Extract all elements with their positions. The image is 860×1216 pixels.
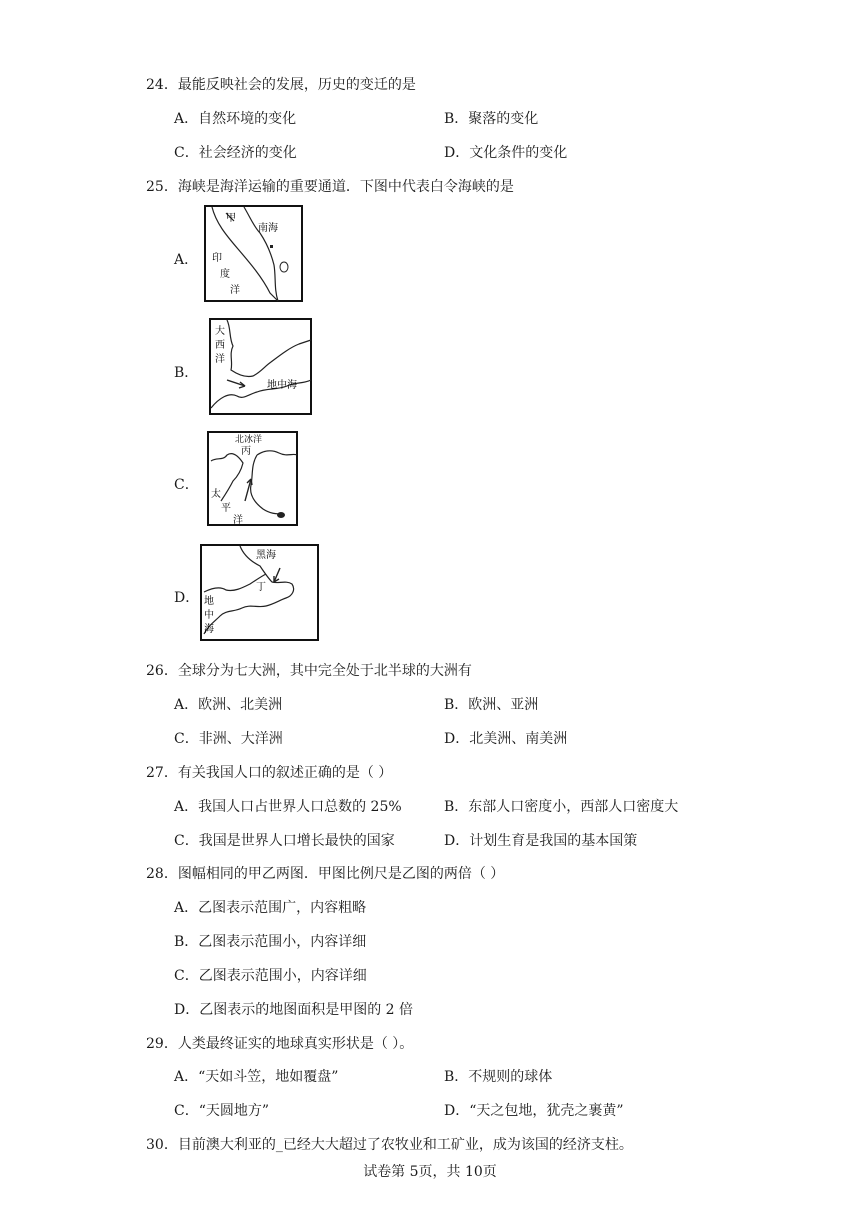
- q24-option-a: A．自然环境的变化: [174, 111, 297, 127]
- map-b-label-yang: 洋: [215, 354, 225, 365]
- map-c-label-ping: 平: [221, 503, 231, 514]
- map-c-label-bing: 丙: [241, 446, 251, 457]
- q29-option-b: B．不规则的球体: [444, 1069, 553, 1085]
- q25-option-c-label: C．: [174, 477, 199, 493]
- question-27-stem: 27．有关我国人口的叙述正确的是（ ）: [146, 765, 393, 781]
- q26-option-c: C．非洲、大洋洲: [174, 731, 283, 747]
- q25-option-b-label: B．: [174, 365, 199, 381]
- map-c-label-yang: 洋: [233, 515, 243, 526]
- q27-option-b: B．东部人口密度小，西部人口密度大: [444, 799, 679, 815]
- map-d-label-heihai: 黑海: [256, 550, 276, 561]
- question-24-stem: 24．最能反映社会的发展，历史的变迁的是: [146, 77, 416, 93]
- map-d-label-di: 地: [204, 596, 214, 607]
- map-d-label-hai: 海: [204, 624, 214, 635]
- q29-option-a: A．“天如斗笠，地如覆盘”: [174, 1069, 339, 1085]
- map-b-label-da: 大: [215, 326, 225, 337]
- question-29-stem: 29．人类最终证实的地球真实形状是（ ）。: [146, 1036, 414, 1052]
- q28-option-a: A．乙图表示范围广，内容粗略: [174, 900, 367, 916]
- question-26-stem: 26．全球分为七大洲，其中完全处于北半球的大洲有: [146, 663, 472, 679]
- q27-option-d: D．计划生育是我国的基本国策: [444, 833, 638, 849]
- map-c-label-tai: 太: [211, 489, 221, 500]
- map-b-label-dizhonghai: 地中海: [267, 380, 297, 391]
- q29-option-c: C．“天圆地方”: [174, 1103, 270, 1119]
- q27-option-a: A．我国人口占世界人口总数的 25%: [174, 799, 402, 815]
- q25-option-d-label: D．: [174, 590, 200, 606]
- strait-map-a: [204, 205, 304, 303]
- page-footer: 试卷第 5页，共 10页: [363, 1164, 497, 1180]
- q24-option-b: B．聚落的变化: [444, 111, 539, 127]
- q26-option-b: B．欧洲、亚洲: [444, 697, 539, 713]
- map-a-label-yang: 洋: [230, 285, 240, 296]
- question-28-stem: 28．图幅相同的甲乙两图．甲图比例尺是乙图的两倍（ ）: [146, 866, 505, 882]
- q28-option-b: B．乙图表示范围小，内容详细: [174, 934, 367, 950]
- q25-option-a-label: A．: [174, 252, 199, 268]
- q24-option-d: D．文化条件的变化: [444, 145, 568, 161]
- question-25-stem: 25．海峡是海洋运输的重要通道．下图中代表白令海峡的是: [146, 179, 514, 195]
- map-a-label-du: 度: [220, 269, 230, 280]
- map-d-label-zhong: 中: [204, 610, 214, 621]
- q28-option-d: D．乙图表示的地图面积是甲图的 2 倍: [174, 1002, 414, 1018]
- q24-option-c: C．社会经济的变化: [174, 145, 297, 161]
- q26-option-a: A．欧洲、北美洲: [174, 697, 283, 713]
- map-d-label-ding: 丁: [256, 582, 266, 593]
- map-c-label-beibingyang: 北冰洋: [235, 435, 263, 445]
- q26-option-d: D．北美洲、南美洲: [444, 731, 568, 747]
- map-a-label-nanhai: 南海: [258, 223, 278, 234]
- q29-option-d: D．“天之包地，犹壳之裹黄”: [444, 1103, 624, 1119]
- strait-map-c: [207, 431, 299, 527]
- q28-option-c: C．乙图表示范围小，内容详细: [174, 968, 367, 984]
- question-30-stem: 30．目前澳大利亚的_已经大大超过了农牧业和工矿业，成为该国的经济支柱。: [146, 1137, 633, 1153]
- q27-option-c: C．我国是世界人口增长最快的国家: [174, 833, 395, 849]
- map-a-label-jia: 甲: [226, 213, 236, 224]
- strait-map-b: [209, 318, 313, 416]
- strait-map-d: [200, 544, 320, 642]
- map-a-label-yin: 印: [212, 253, 222, 264]
- map-b-label-xi: 西: [215, 340, 225, 351]
